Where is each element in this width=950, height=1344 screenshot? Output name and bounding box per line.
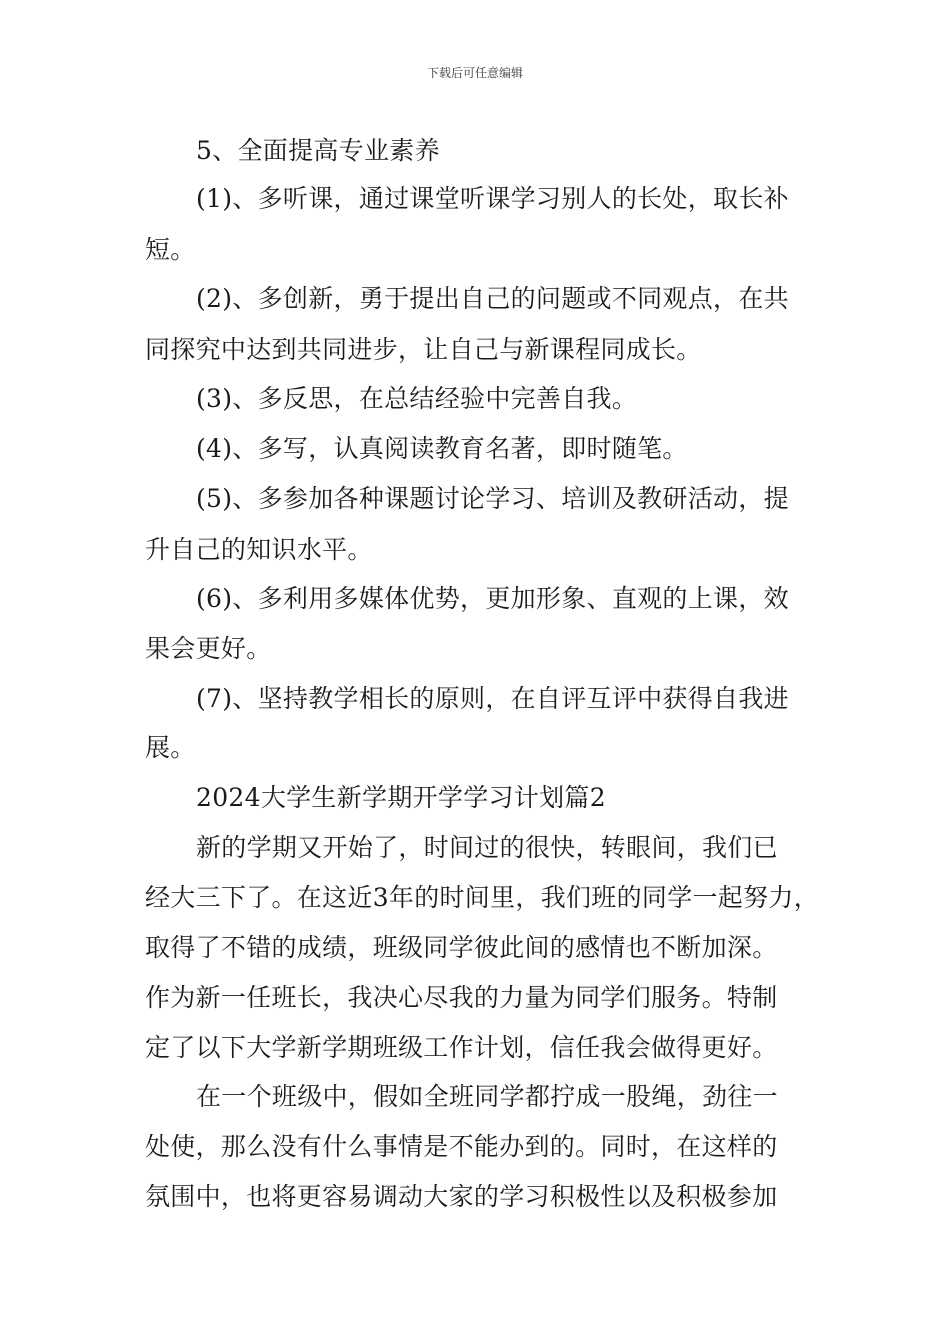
paragraph-line: 在一个班级中，假如全班同学都拧成一股绳，劲往一: [196, 1082, 778, 1111]
section-heading: 5、全面提高专业素养: [196, 136, 440, 165]
page-header-note: 下载后可任意编辑: [426, 66, 523, 80]
paragraph-line: 果会更好。: [145, 634, 272, 663]
paragraph-line: (1)、多听课，通过课堂听课学习别人的长处，取长补: [196, 184, 789, 213]
paragraph-line: (2)、多创新，勇于提出自己的问题或不同观点，在共: [196, 284, 789, 313]
paragraph-line: (7)、坚持教学相长的原则，在自评互评中获得自我进: [196, 684, 789, 713]
paragraph-line: 同探究中达到共同进步，让自己与新课程同成长。: [145, 335, 702, 364]
article-title: 2024大学生新学期开学学习计划篇2: [196, 783, 606, 812]
paragraph-line: 新的学期又开始了，时间过的很快，转眼间，我们已: [196, 833, 778, 862]
paragraph-line: 升自己的知识水平。: [145, 535, 373, 564]
paragraph-line: 取得了不错的成绩，班级同学彼此间的感情也不断加深。: [145, 933, 778, 962]
paragraph-line: 氛围中，也将更容易调动大家的学习积极性以及积极参加: [145, 1182, 778, 1211]
paragraph-line: (5)、多参加各种课题讨论学习、培训及教研活动，提: [196, 484, 789, 513]
paragraph-line: 作为新一任班长，我决心尽我的力量为同学们服务。特制: [145, 983, 778, 1012]
paragraph-line: 短。: [145, 235, 196, 264]
paragraph-line: 经大三下了。在这近3年的时间里，我们班的同学一起努力，: [145, 883, 820, 912]
paragraph-line: (4)、多写，认真阅读教育名著，即时随笔。: [196, 434, 688, 463]
paragraph-line: 处使，那么没有什么事情是不能办到的。同时，在这样的: [145, 1132, 778, 1161]
paragraph-line: 定了以下大学新学期班级工作计划，信任我会做得更好。: [145, 1033, 778, 1062]
paragraph-line: (3)、多反思，在总结经验中完善自我。: [196, 384, 638, 413]
paragraph-line: (6)、多利用多媒体优势，更加形象、直观的上课，效: [196, 584, 789, 613]
paragraph-line: 展。: [145, 733, 196, 762]
